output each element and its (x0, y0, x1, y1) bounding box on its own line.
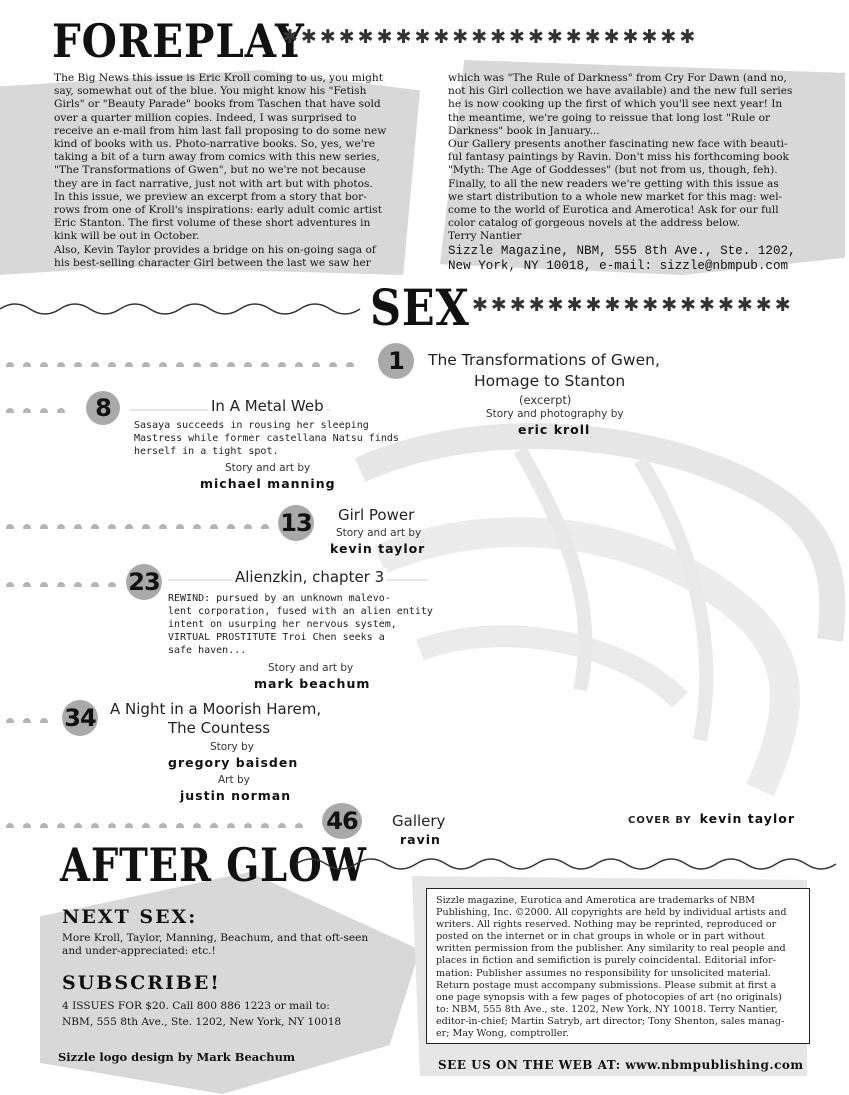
legal-line: writers. All rights reserved. Nothing may be reprinted, reproduced or (436, 919, 777, 931)
credit-name-art: justin norman (180, 788, 292, 803)
dot-leader-1 (6, 357, 374, 367)
leader-dot (227, 524, 235, 529)
leader-dot (278, 362, 286, 367)
leader-dot (57, 524, 65, 529)
toc-title-gwen-2: Homage to Stanton (474, 372, 626, 390)
leader-dot (295, 823, 303, 828)
leader-dot (142, 362, 150, 367)
desc-line: herself in a tight spot. (134, 446, 279, 457)
leader-dot (91, 582, 99, 587)
text-line: ful fantasy paintings by Ravin. Don't miss his forthcoming book (448, 151, 789, 164)
address-line-2: New York, NY 10018, e-mail: sizzle@nbmpub.com (448, 259, 789, 273)
leader-dot (312, 362, 320, 367)
text-line: kink will be out in October. (54, 230, 200, 243)
leader-dot (261, 823, 269, 828)
text-line: Terry Nantier (448, 230, 522, 243)
leader-dot (278, 823, 286, 828)
leader-dot (108, 823, 116, 828)
leader-dot (6, 362, 14, 367)
leader-dot (74, 362, 82, 367)
text-line: "Myth: The Age of Goddesses" (but not from us, though, feh). (448, 164, 778, 177)
leader-dot (23, 408, 31, 413)
leader-dot (108, 362, 116, 367)
logo-credit: Sizzle logo design by Mark Beachum (58, 1050, 296, 1064)
leader-dot (210, 524, 218, 529)
leader-dot (108, 582, 116, 587)
toc-subtitle-excerpt: (excerpt) (519, 393, 572, 407)
desc-line: Sasaya succeeds in rousing her sleeping (134, 420, 369, 431)
leader-dot (57, 362, 65, 367)
sex-wave-divider (0, 295, 370, 325)
leader-dot (6, 408, 14, 413)
leader-dot (23, 582, 31, 587)
leader-dot (23, 362, 31, 367)
address-line-1: Sizzle Magazine, NBM, 555 8th Ave., Ste. 1202, (448, 244, 796, 258)
leader-dot (159, 362, 167, 367)
toc-title-alienzkin: Alienzkin, chapter 3 (232, 568, 387, 586)
foreplay-address (448, 244, 796, 274)
leader-dot (244, 362, 252, 367)
credit-name: ravin (400, 832, 441, 847)
leader-dot (40, 524, 48, 529)
leader-dot (40, 582, 48, 587)
legal-line: editor-in-chief; Martin Satryb, art director; Tony Shenton, sales manag- (436, 1015, 785, 1027)
credit-label: Story and art by (268, 662, 354, 674)
foreplay-stars: ✱✱✱✱✱✱✱✱✱✱✱✱✱✱✱✱✱✱✱✱✱✱ (282, 26, 699, 48)
text-line: the meantime, we're going to reissue that long lost "Rule or (448, 111, 771, 124)
legal-line: Publishing, Inc. ©2000. All copyrights are held by individual artists and (436, 907, 787, 919)
next-sex-text (62, 932, 368, 959)
leader-dot (57, 582, 65, 587)
leader-dot (142, 823, 150, 828)
leader-dot (57, 823, 65, 828)
afterglow-wave-divider (296, 852, 849, 878)
credit-label: Story by (210, 741, 254, 753)
leader-dot (40, 408, 48, 413)
foreplay-left-column (54, 72, 426, 270)
leader-dot (23, 524, 31, 529)
leader-dot (91, 823, 99, 828)
page-number: 13 (280, 509, 312, 537)
desc-line: safe haven... (168, 645, 247, 656)
toc-desc-metal-web (134, 419, 399, 458)
leader-dot (159, 524, 167, 529)
text-line: More Kroll, Taylor, Manning, Beachum, and that oft-seen (62, 932, 369, 944)
leader-dot (6, 524, 14, 529)
text-line: his best-selling character Girl between the last we saw her (54, 256, 371, 269)
leader-dot (210, 823, 218, 828)
text-line: rows from one of Kroll's inspirations: early adult comic artist (54, 204, 382, 217)
desc-line: lent corporation, fused with an alien entity (168, 606, 433, 617)
toc-title-moorish-harem: A Night in a Moorish Harem, (110, 700, 322, 718)
leader-dot (74, 582, 82, 587)
leader-dot (193, 524, 201, 529)
leader-dot (176, 823, 184, 828)
dot-leader-34 (6, 713, 64, 723)
text-line: say, somewhat out of the blue. You might know his "Fetish (54, 85, 367, 98)
leader-dot (74, 524, 82, 529)
cover-label: COVER BY (628, 815, 692, 826)
credit-name: mark beachum (254, 676, 371, 691)
legal-line: to: NBM, 555 8th Ave., ste. 1202, New York, NY 10018. Terry Nantier, (436, 1003, 778, 1015)
text-line: NBM, 555 8th Ave., Ste. 1202, New York, NY 10018 (62, 1016, 342, 1028)
text-line: The Big News this issue is Eric Kroll coming to us, you might (54, 72, 383, 84)
text-line: and under-appreciated: etc.! (62, 945, 216, 958)
leader-dot (108, 524, 116, 529)
text-line: "The Transformations of Gwen", but no we're not because (54, 164, 366, 177)
text-line: Girls" or "Beauty Parade" books from Taschen that have sold (54, 98, 381, 111)
leader-dot (193, 823, 201, 828)
legal-line: mation: Publisher assumes no responsibility for unsolicited material. (436, 967, 771, 979)
page-number: 23 (128, 568, 160, 596)
text-line: color catalog of gorgeous novels at the address below. (448, 217, 740, 230)
leader-dot (125, 524, 133, 529)
text-line: we start distribution to a whole new market for this mag: wel- (448, 190, 783, 203)
foreplay-right-column (448, 72, 818, 244)
text-line: not his Girl collection we have available) and the new full series (448, 85, 793, 98)
text-line: kind of books with us. Photo-narrative books. So, yes, we're (54, 138, 376, 151)
desc-line: Mastress while former castellana Natsu finds (134, 433, 399, 444)
page-number: 8 (95, 394, 111, 422)
legal-line: written permission from the publisher. Any similarity to real people and (436, 943, 786, 955)
foreplay-heading: FOREPLAY (52, 14, 305, 68)
leader-dot (125, 823, 133, 828)
text-line: 4 ISSUES FOR $20. Call 800 886 1223 or mail to: (62, 1000, 330, 1012)
text-line: Finally, to all the new readers we're getting with this issue as (448, 177, 779, 190)
legal-line: er; May Wong, comptroller. (436, 1028, 569, 1040)
subscribe-text (62, 998, 341, 1030)
leader-dot (40, 718, 48, 723)
toc-title-gallery: Gallery (392, 812, 446, 830)
toc-title-metal-web: In A Metal Web (208, 397, 327, 415)
toc-title-countess: The Countess (168, 719, 271, 737)
leader-dot (23, 718, 31, 723)
credit-label: Story and art by (336, 527, 422, 539)
text-line: Our Gallery presents another fascinating new face with beauti- (448, 138, 788, 151)
leader-dot (244, 823, 252, 828)
leader-dot (227, 823, 235, 828)
credit-name: michael manning (200, 476, 336, 491)
legal-box (426, 888, 810, 1044)
text-line: Also, Kevin Taylor provides a bridge on his on-going saga of (54, 243, 376, 256)
text-line: taking a bit of a turn away from comics with this new series, (54, 151, 380, 164)
subscribe-heading: SUBSCRIBE! (62, 972, 221, 994)
text-line: Darkness" book in January... (448, 124, 600, 137)
cover-name: kevin taylor (699, 811, 795, 826)
legal-line: one page synopsis with a few pages of photocopies of art (no originals) (436, 991, 782, 1003)
text-line: they are in fact narrative, just not with art but with photos. (54, 177, 373, 190)
leader-dot (91, 362, 99, 367)
leader-dot (40, 823, 48, 828)
leader-dot (261, 362, 269, 367)
page-badge-23 (126, 564, 162, 600)
text-line: come to the world of Eurotica and Amerotica! Ask for our full (448, 204, 779, 217)
toc-title-girl-power: Girl Power (338, 506, 415, 524)
leader-dot (125, 362, 133, 367)
page-badge-34 (62, 700, 98, 736)
text-line: which was "The Rule of Darkness" from Cry For Dawn (and no, (448, 72, 787, 84)
leader-dot (74, 823, 82, 828)
leader-dot (142, 524, 150, 529)
text-line: receive an e-mail from him last fall proposing to do some new (54, 124, 387, 137)
text-line: In this issue, we preview an excerpt from a story that bor- (54, 190, 367, 203)
leader-dot (261, 524, 269, 529)
leader-dot (227, 362, 235, 367)
toc-desc-alienzkin (168, 592, 438, 657)
page-badge-13 (278, 505, 314, 541)
credit-name: eric kroll (518, 422, 591, 437)
credit-label-art: Art by (218, 774, 250, 786)
leader-dot (346, 362, 354, 367)
legal-line: places in fiction and semifiction is purely coincidental. Editorial infor- (436, 955, 776, 967)
legal-line: Return postage must accompany submissions. Please submit at first a (436, 979, 777, 991)
credit-name: kevin taylor (330, 541, 426, 556)
leader-dot (210, 362, 218, 367)
next-sex-heading: NEXT SEX: (62, 906, 198, 928)
leader-dot (176, 362, 184, 367)
leader-dot (6, 718, 14, 723)
leader-dot (176, 524, 184, 529)
web-line: SEE US ON THE WEB AT: www.nbmpublishing.com (438, 1058, 804, 1072)
dot-leader-46 (6, 818, 324, 828)
leader-dot (23, 823, 31, 828)
leader-dot (159, 823, 167, 828)
page-number: 1 (388, 347, 404, 375)
sex-heading: SEX (370, 278, 470, 337)
desc-line: intent on usurping her nervous system, (168, 619, 397, 630)
credit-label: Story and photography by (486, 408, 624, 420)
page-badge-1 (378, 343, 414, 379)
leader-dot (244, 524, 252, 529)
page-badge-46 (322, 803, 362, 839)
dot-leader-13 (6, 519, 278, 529)
leader-dot (329, 362, 337, 367)
legal-text (436, 895, 800, 1040)
page-number: 46 (326, 807, 358, 835)
page-badge-8 (86, 391, 120, 425)
desc-line: VIRTUAL PROSTITUTE Troi Chen seeks a (168, 632, 385, 643)
leader-dot (6, 582, 14, 587)
text-line: he is now cooking up the first of which you'll see next year! In (448, 98, 783, 111)
desc-line: REWIND: pursued by an unknown malevo- (168, 593, 391, 604)
text-line: Eric Stanton. The first volume of these short adventures in (54, 217, 371, 230)
legal-line: Sizzle magazine, Eurotica and Amerotica are trademarks of NBM (436, 895, 755, 906)
leader-dot (91, 524, 99, 529)
dot-leader-8 (6, 403, 86, 413)
leader-dot (57, 408, 65, 413)
leader-dot (295, 362, 303, 367)
afterglow-heading: AFTER GLOW (60, 838, 367, 892)
toc-title-gwen: The Transformations of Gwen, (428, 351, 660, 369)
dot-leader-23 (6, 577, 126, 587)
credit-name: gregory baisden (168, 755, 299, 770)
leader-dot (6, 823, 14, 828)
sex-stars: ✱✱✱✱✱✱✱✱✱✱✱✱✱✱✱✱✱ (472, 294, 794, 316)
page-number: 34 (64, 704, 96, 732)
legal-line: posted on the internet or in chat groups in whole or in part without (436, 931, 765, 943)
leader-dot (193, 362, 201, 367)
text-line: over a quarter million copies. Indeed, I was surprised to (54, 111, 357, 124)
leader-dot (40, 362, 48, 367)
credit-label: Story and art by (225, 462, 311, 474)
cover-credit (628, 810, 795, 828)
